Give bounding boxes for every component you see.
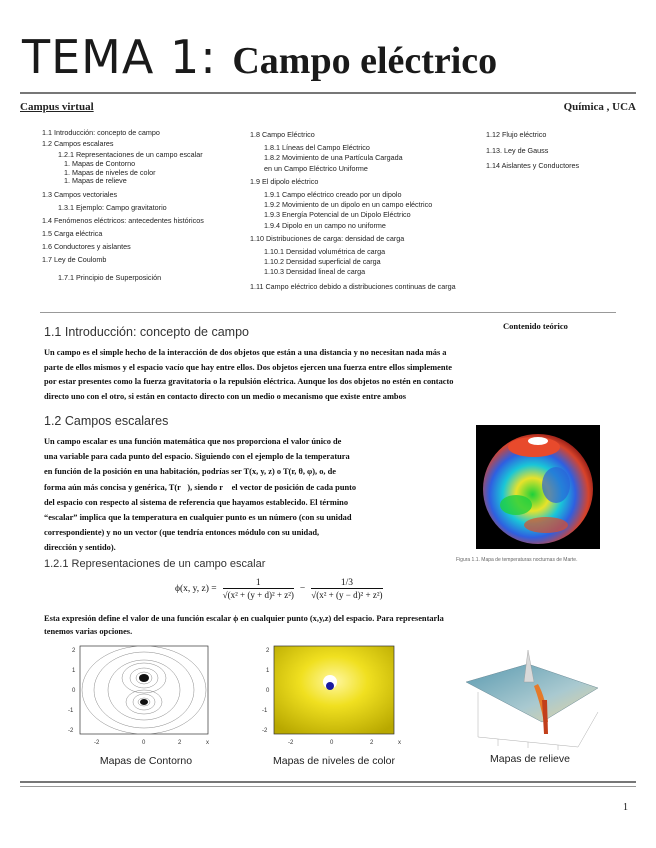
section-heading-intro: 1.1 Introducción: concepto de campo xyxy=(44,325,249,339)
relief-map-plot xyxy=(458,642,608,752)
toc-item[interactable]: 1.1 Introducción: concepto de campo xyxy=(42,128,160,137)
charge-positive-dot xyxy=(139,674,149,682)
text-line: del espacio con respecto al sistema de referencia que hayamos establecido. El término xyxy=(44,497,349,507)
text-line: directo uno con el otro, si están en contacto directo con un medio o mecanismo que existe entre ambos xyxy=(44,391,407,401)
section-heading-scalar: 1.2 Campos escalares xyxy=(44,414,169,428)
scalar-paragraph xyxy=(44,434,444,556)
y-tick: 2 xyxy=(266,648,270,654)
toc-item[interactable]: 1. Mapas de niveles de color xyxy=(64,167,156,177)
y-tick: -2 xyxy=(262,728,268,734)
toc-item[interactable]: en un Campo Eléctrico Uniforme xyxy=(264,163,368,173)
formula-numerator-1: 1 xyxy=(255,578,261,588)
toc-item[interactable]: 1.13. Ley de Gauss xyxy=(486,145,549,155)
text-line: forma aún más concisa y genérica, T(r⃗), siendo r⃗ el vector de posición de cada punto xyxy=(44,482,357,492)
y-tick: 0 xyxy=(266,688,270,694)
x-tick: 0 xyxy=(330,740,334,746)
text-line: en función de la posición en una habitación, podrías ser T(x, y, z) o T(r, θ, φ), o, de xyxy=(44,467,336,477)
toc-item[interactable]: 1.3.1 Ejemplo: Campo gravitatorio xyxy=(58,202,167,212)
toc-item[interactable]: 1.11 Campo eléctrico debido a distribuciones continuas de carga xyxy=(250,281,456,291)
formula-denominator-1: √(x² + (y + d)² + z²) xyxy=(222,590,294,600)
y-tick: -1 xyxy=(68,708,74,714)
y-tick: -2 xyxy=(68,728,74,734)
toc-item[interactable]: 1.5 Carga eléctrica xyxy=(42,229,103,239)
toc-item[interactable]: 1. Mapas de Contorno xyxy=(64,159,136,169)
toc-item[interactable]: 1.10.3 Densidad lineal de carga xyxy=(264,267,366,277)
toc-item[interactable]: 1. Mapas de relieve xyxy=(64,176,127,186)
mars-globe-icon xyxy=(476,425,600,549)
text-line: por estar presentes como la fuerza gravitatoria o la repulsión eléctrica. Aunque los dos objetos no estén en contacto xyxy=(44,377,454,387)
toc-item[interactable]: 1.4 Fenómenos eléctricos: antecedentes históricos xyxy=(42,215,204,225)
toc-item[interactable]: 1.6 Conductores y aislantes xyxy=(42,242,131,252)
toc-item[interactable]: 1.9.4 Dipolo en un campo no uniforme xyxy=(264,220,386,230)
x-axis-letter: x xyxy=(398,740,401,746)
toc-item[interactable]: 1.9.1 Campo eléctrico creado por un dipolo xyxy=(264,190,402,200)
text-line: Un campo es el simple hecho de la interacción de dos objetos que están a una distancia y no necesitan nada más a xyxy=(44,348,447,357)
x-tick: -2 xyxy=(288,740,294,746)
contour-map-label: Mapas de Contorno xyxy=(99,755,193,767)
page-title xyxy=(22,30,497,84)
toc-item[interactable]: 1.10 Distribuciones de carga: densidad de carga xyxy=(250,233,405,243)
y-tick: 0 xyxy=(72,688,76,694)
campus-link[interactable]: Campus virtual xyxy=(20,101,94,113)
content-label: Contenido teórico xyxy=(503,321,568,331)
toc-item[interactable]: 1.10.2 Densidad superficial de carga xyxy=(264,257,381,267)
color-map-well xyxy=(326,682,334,690)
color-level-map-plot xyxy=(258,642,408,750)
title-rule xyxy=(20,92,636,94)
toc-item[interactable]: 1.8.1 Líneas del Campo Eléctrico xyxy=(264,143,370,153)
toc-column-1 xyxy=(42,127,252,283)
text-line: tenemos varias opciones. xyxy=(44,627,133,636)
toc-item[interactable]: 1.7 Ley de Coulomb xyxy=(42,255,107,265)
toc-divider xyxy=(40,312,616,313)
formula-term-2 xyxy=(311,578,382,600)
y-tick: 2 xyxy=(72,648,76,654)
formula-denominator-2: √(x² + (y − d)² + z²) xyxy=(311,590,383,600)
charge-negative-dot xyxy=(140,699,148,705)
text-line: dirección y sentido). xyxy=(44,543,116,553)
toc-item[interactable]: 1.9.3 Energía Potencial de un Dipolo Eléctrico xyxy=(264,210,411,220)
x-tick: 2 xyxy=(178,740,182,746)
toc-item[interactable]: 1.9.2 Movimiento de un dipolo en un campo eléctrico xyxy=(264,200,433,210)
footer-rule-1 xyxy=(20,781,636,783)
page-number: 1 xyxy=(623,802,628,813)
figure-caption: Figura 1.1. Mapa de temperaturas nocturnas de Marte. xyxy=(456,557,578,563)
y-tick: -1 xyxy=(262,708,268,714)
toc-item[interactable]: 1.8.2 Movimiento de una Partícula Cargada xyxy=(264,153,403,163)
institution-label: Química , UCA xyxy=(563,101,636,113)
text-line: Un campo escalar es una función matemática que nos proporciona el valor único de xyxy=(44,437,342,446)
toc-item[interactable]: 1.14 Aislantes y Conductores xyxy=(486,161,580,170)
text-line: una variable para cada punto del espacio. Siguiendo con el ejemplo de la temperatura xyxy=(44,452,350,462)
footer-rule-2 xyxy=(20,786,636,787)
potential-formula xyxy=(175,578,383,600)
toc-item[interactable]: 1.7.1 Principio de Superposición xyxy=(58,273,162,283)
formula-term-1 xyxy=(223,578,294,600)
contour-map-plot xyxy=(66,642,218,750)
x-tick: 0 xyxy=(142,740,146,746)
color-map-frame xyxy=(274,646,394,734)
text-line: parte de ellos mismos y el espacio vacío que hay entre ellos. Dos objetos ejercen una fuerza entre ellos simplemente xyxy=(44,362,452,372)
formula-minus: − xyxy=(299,584,306,594)
mars-temperature-figure xyxy=(476,425,600,549)
y-tick: 1 xyxy=(266,668,270,674)
x-tick: -2 xyxy=(94,740,100,746)
formula-lhs: ϕ(x, y, z) = xyxy=(175,584,217,594)
relief-map-label: Mapas de relieve xyxy=(490,753,570,765)
intro-paragraph xyxy=(44,346,624,404)
title-prefix: TEMA 1: xyxy=(22,30,217,84)
title-main: Campo eléctrico xyxy=(232,40,498,82)
x-tick: 2 xyxy=(370,740,374,746)
color-level-map-label: Mapas de niveles de color xyxy=(273,755,395,767)
toc-item[interactable]: 1.2 Campos escalares xyxy=(42,139,114,149)
text-line: “escalar” implica que la temperatura en cualquier punto es un número (con su unidad xyxy=(44,513,352,523)
toc-column-2 xyxy=(250,130,490,292)
toc-item[interactable]: 1.12 Flujo eléctrico xyxy=(486,130,547,139)
toc-item[interactable]: 1.9 El dipolo eléctrico xyxy=(250,176,319,186)
toc-item[interactable]: 1.2.1 Representaciones de un campo escalar xyxy=(58,150,203,160)
text-line: Esta expresión define el valor de una función escalar ϕ en cualquier punto (x,y,z) del espacio. Para representarla xyxy=(44,614,444,623)
toc-item[interactable]: 1.3 Campos vectoriales xyxy=(42,189,118,199)
toc-item[interactable]: 1.10.1 Densidad volumétrica de carga xyxy=(264,247,386,257)
formula-numerator-2: 1/3 xyxy=(340,578,353,588)
x-axis-letter: x xyxy=(206,740,209,746)
text-line: correspondiente) y no un vector (que tendría entonces módulo con su unidad, xyxy=(44,528,320,538)
toc-item[interactable]: 1.8 Campo Eléctrico xyxy=(250,130,315,139)
toc-column-3 xyxy=(486,127,636,174)
y-tick: 1 xyxy=(72,668,76,674)
representation-paragraph xyxy=(44,612,624,638)
section-heading-representations: 1.2.1 Representaciones de un campo escalar xyxy=(44,558,266,570)
